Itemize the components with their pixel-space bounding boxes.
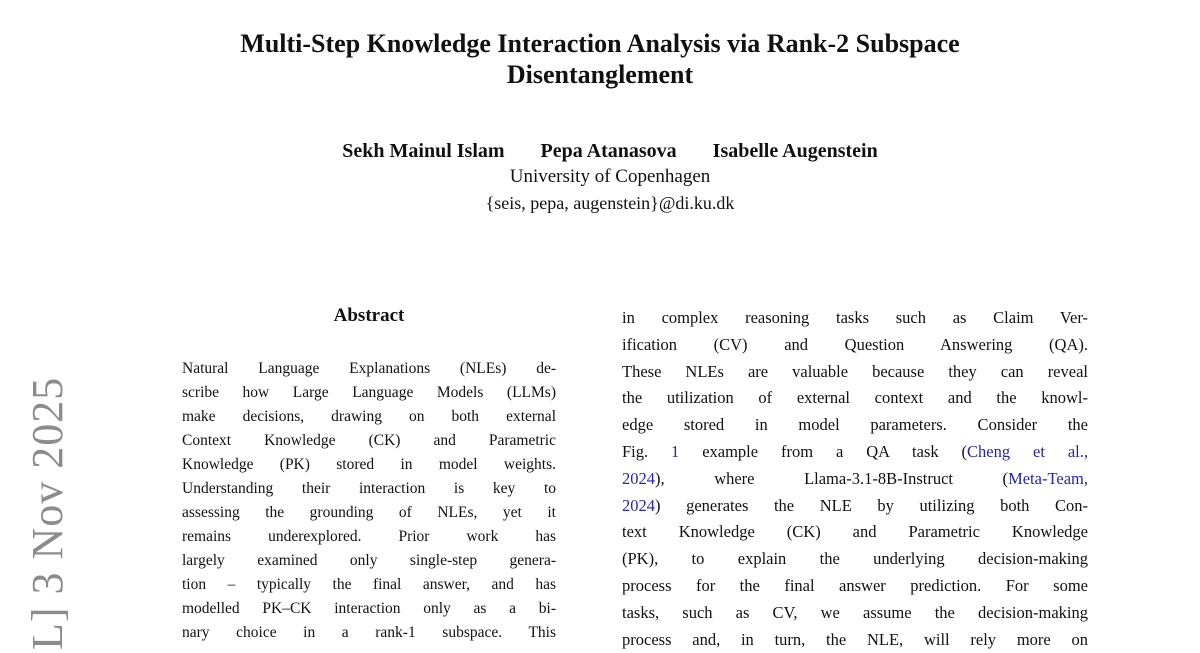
- text-segment: These NLEs are valuable because they can reveal: [622, 361, 1088, 381]
- abstract-text-line: [182, 501, 556, 525]
- abstract-text-line: [182, 429, 556, 453]
- text-segment: make decisions, drawing on both external: [182, 408, 556, 425]
- abstract-text-line: [182, 549, 556, 573]
- text-segment: example from a QA task (: [679, 441, 968, 461]
- citation-link[interactable]: Cheng et al.,: [967, 441, 1088, 461]
- text-segment: Fig.: [622, 441, 672, 461]
- text-segment: the utilization of external context and the knowl-: [622, 388, 1088, 408]
- intro-text-line: [622, 385, 1088, 412]
- intro-text-line: [622, 493, 1088, 520]
- text-segment: Knowledge (PK) stored in model weights.: [182, 456, 556, 473]
- intro-text-line: [622, 359, 1088, 386]
- text-segment: Context Knowledge (CK) and Parametric: [182, 432, 556, 449]
- abstract-text-line: [182, 477, 556, 501]
- abstract-text-line: [182, 381, 556, 405]
- abstract-text-line: [182, 357, 556, 381]
- text-segment: (PK), to explain the underlying decision-making: [622, 549, 1088, 569]
- text-segment: scribe how Large Language Models (LLMs): [182, 384, 556, 401]
- intro-text-line: [622, 439, 1088, 466]
- text-segment: tion – typically the final answer, and has: [182, 576, 556, 593]
- intro-text-line: [622, 332, 1088, 359]
- abstract-text-line: [182, 405, 556, 429]
- text-segment: assessing the grounding of NLEs, yet it: [182, 504, 556, 521]
- intro-text-line: [622, 412, 1088, 439]
- email-line: {seis, pepa, augenstein}@di.ku.dk: [485, 193, 735, 213]
- paper-title-line: Disentanglement: [506, 60, 694, 89]
- text-segment: modelled PK–CK interaction only as a bi-: [182, 600, 556, 617]
- author-name: Sekh Mainul Islam: [342, 140, 505, 162]
- intro-text-line: [622, 466, 1088, 493]
- author-name: Pepa Atanasova: [540, 140, 677, 162]
- intro-text-line: [622, 600, 1088, 627]
- figure-ref-link[interactable]: 1: [671, 441, 680, 461]
- text-segment: remains underexplored. Prior work has: [182, 528, 556, 545]
- paper-title: [0, 28, 1200, 90]
- authors-row: [10, 140, 1200, 163]
- abstract-text-line: [182, 525, 556, 549]
- intro-text-line: [622, 519, 1088, 546]
- intro-text-line: [622, 546, 1088, 573]
- text-segment: nary choice in a rank-1 subspace. This: [182, 624, 556, 641]
- affiliation: University of Copenhagen: [509, 166, 711, 187]
- abstract-text-line: [182, 597, 556, 621]
- abstract-text-line: [182, 453, 556, 477]
- paper-title-line: Multi-Step Knowledge Interaction Analysis via Rank-2 Subspace: [240, 29, 960, 58]
- abstract-heading: Abstract: [333, 305, 405, 326]
- citation-link[interactable]: Meta-Team,: [1008, 468, 1088, 488]
- author-name: Isabelle Augenstein: [712, 140, 878, 162]
- text-segment: Understanding their interaction is key to: [182, 480, 556, 497]
- intro-text-line: [622, 305, 1088, 332]
- text-segment: text Knowledge (CK) and Parametric Knowledge: [622, 522, 1088, 542]
- text-segment: largely examined only single-step genera-: [182, 552, 556, 569]
- intro-text-line: [622, 573, 1088, 600]
- arxiv-watermark: L] 3 Nov 2025: [23, 376, 72, 650]
- text-segment: Natural Language Explanations (NLEs) de-: [182, 360, 556, 377]
- text-segment: ification (CV) and Question Answering (QA).: [622, 334, 1088, 354]
- abstract-text-line: [182, 573, 556, 597]
- citation-link[interactable]: 2024: [622, 495, 655, 515]
- text-segment: tasks, such as CV, we assume the decision-making: [622, 602, 1088, 622]
- text-segment: ) generates the NLE by utilizing both Con-: [655, 495, 1088, 515]
- abstract-text-line: [182, 621, 556, 645]
- text-segment: process and, in turn, the NLE, will rely more on: [622, 629, 1088, 649]
- intro-text-line: [622, 627, 1088, 653]
- abstract-body: [182, 357, 556, 645]
- intro-column: [622, 305, 1088, 653]
- text-segment: process for the final answer prediction. For some: [622, 575, 1088, 595]
- citation-link[interactable]: 2024: [622, 468, 655, 488]
- text-segment: edge stored in model parameters. Consider the: [622, 415, 1088, 435]
- text-segment: in complex reasoning tasks such as Claim Ver-: [622, 308, 1088, 327]
- text-segment: ), where Llama-3.1-8B-Instruct (: [655, 468, 1009, 488]
